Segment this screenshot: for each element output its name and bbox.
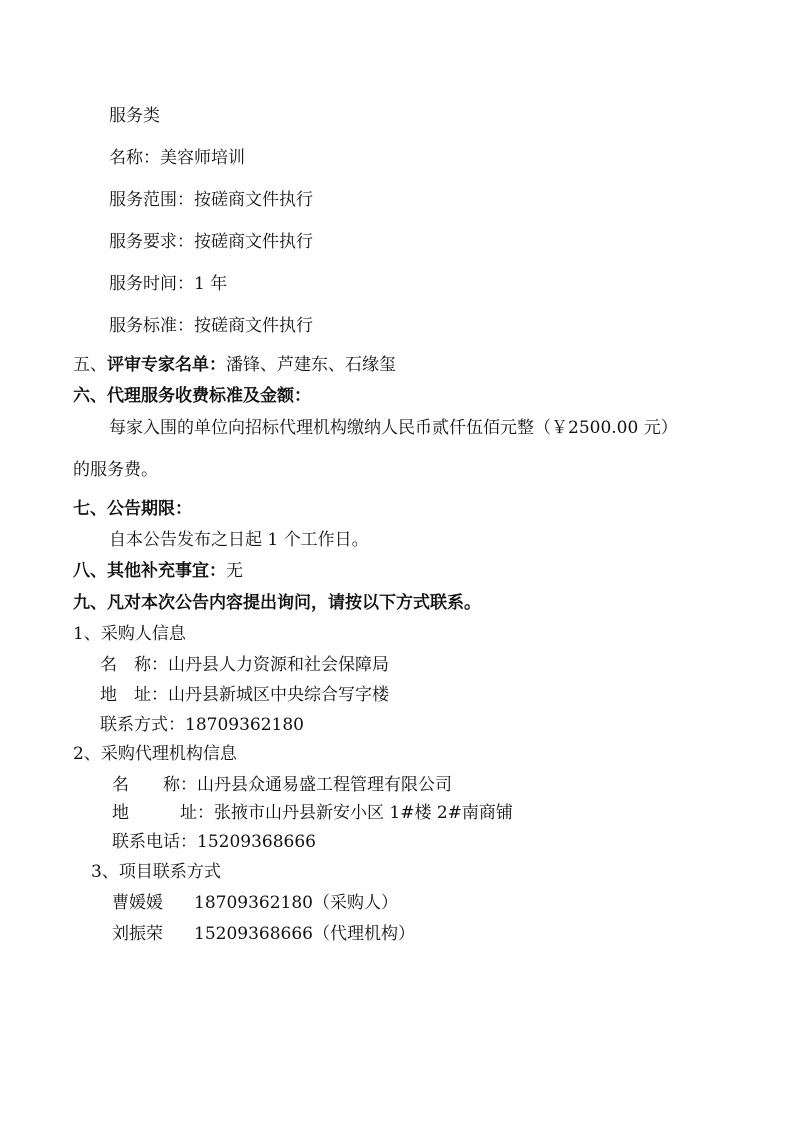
purchaser-name-value: 山丹县人力资源和社会保障局 bbox=[168, 655, 389, 675]
section-7-body: 自本公告发布之日起 1 个工作日。 bbox=[109, 530, 369, 550]
service-time-label: 服务时间： bbox=[109, 274, 194, 294]
section-5-number: 五、 bbox=[73, 355, 107, 375]
service-standard-value: 按磋商文件执行 bbox=[194, 316, 313, 336]
purchaser-address-label: 地 址： bbox=[100, 685, 168, 705]
project-contact-title: 3、项目联系方式 bbox=[91, 862, 221, 882]
section-5-label: 评审专家名单： bbox=[107, 355, 226, 375]
service-standard-label: 服务标准： bbox=[109, 316, 194, 336]
purchaser-contact-value: 18709362180 bbox=[185, 715, 304, 735]
section-5 bbox=[73, 354, 396, 376]
service-time-line bbox=[109, 273, 227, 295]
purchaser-name-line bbox=[100, 654, 389, 676]
section-6-heading: 六、代理服务收费标准及金额： bbox=[73, 386, 311, 406]
section-9-heading: 九、凡对本次公告内容提出询问，请按以下方式联系。 bbox=[73, 593, 481, 613]
project-contact-1-name: 曹媛媛 bbox=[112, 893, 163, 913]
project-contact-1-info: 18709362180（采购人） bbox=[194, 893, 398, 913]
purchaser-contact-label: 联系方式： bbox=[100, 715, 185, 735]
project-contact-row-2 bbox=[112, 923, 415, 945]
service-name-line bbox=[109, 147, 245, 169]
agency-phone-value: 15209368666 bbox=[197, 832, 316, 852]
service-name-label: 名称： bbox=[109, 148, 160, 168]
section-8-value: 无 bbox=[226, 561, 243, 581]
service-time-value: 1 年 bbox=[194, 274, 228, 294]
agency-name-label: 名 称： bbox=[112, 775, 197, 795]
agency-name-value: 山丹县众通易盛工程管理有限公司 bbox=[197, 775, 452, 795]
service-requirement-line bbox=[109, 231, 313, 253]
purchaser-address-line bbox=[100, 684, 389, 706]
section-6-body-line-2: 的服务费。 bbox=[73, 460, 158, 480]
agency-address-line bbox=[112, 802, 513, 824]
agency-name-line bbox=[112, 774, 452, 796]
project-contact-2-name: 刘振荣 bbox=[112, 924, 163, 944]
section-8-label: 八、其他补充事宜： bbox=[73, 561, 226, 581]
purchaser-address-value: 山丹县新城区中央综合写字楼 bbox=[168, 685, 389, 705]
section-8 bbox=[73, 560, 243, 582]
service-standard-line bbox=[109, 315, 313, 337]
service-category: 服务类 bbox=[109, 106, 160, 126]
section-7-heading: 七、公告期限： bbox=[73, 499, 192, 519]
project-contact-row-1 bbox=[112, 892, 398, 914]
agency-phone-label: 联系电话： bbox=[112, 832, 197, 852]
purchaser-contact-line bbox=[100, 714, 304, 736]
purchaser-name-label: 名 称： bbox=[100, 655, 168, 675]
section-5-value: 潘锋、芦建东、石缘玺 bbox=[226, 355, 396, 375]
service-name-value: 美容师培训 bbox=[160, 148, 245, 168]
agency-address-label: 地 址： bbox=[112, 803, 214, 823]
service-requirement-value: 按磋商文件执行 bbox=[194, 232, 313, 252]
agency-info-title: 2、采购代理机构信息 bbox=[73, 744, 237, 764]
service-scope-value: 按磋商文件执行 bbox=[194, 190, 313, 210]
service-requirement-label: 服务要求： bbox=[109, 232, 194, 252]
service-scope-label: 服务范围： bbox=[109, 190, 194, 210]
section-6-body-line-1: 每家入围的单位向招标代理机构缴纳人民币贰仟伍佰元整（￥2500.00 元） bbox=[109, 418, 678, 438]
purchaser-info-title: 1、采购人信息 bbox=[73, 624, 186, 644]
service-scope-line bbox=[109, 189, 313, 211]
agency-address-value: 张掖市山丹县新安小区 1#楼 2#南商铺 bbox=[214, 803, 513, 823]
agency-phone-line bbox=[112, 831, 316, 853]
project-contact-2-info: 15209368666（代理机构） bbox=[194, 924, 415, 944]
